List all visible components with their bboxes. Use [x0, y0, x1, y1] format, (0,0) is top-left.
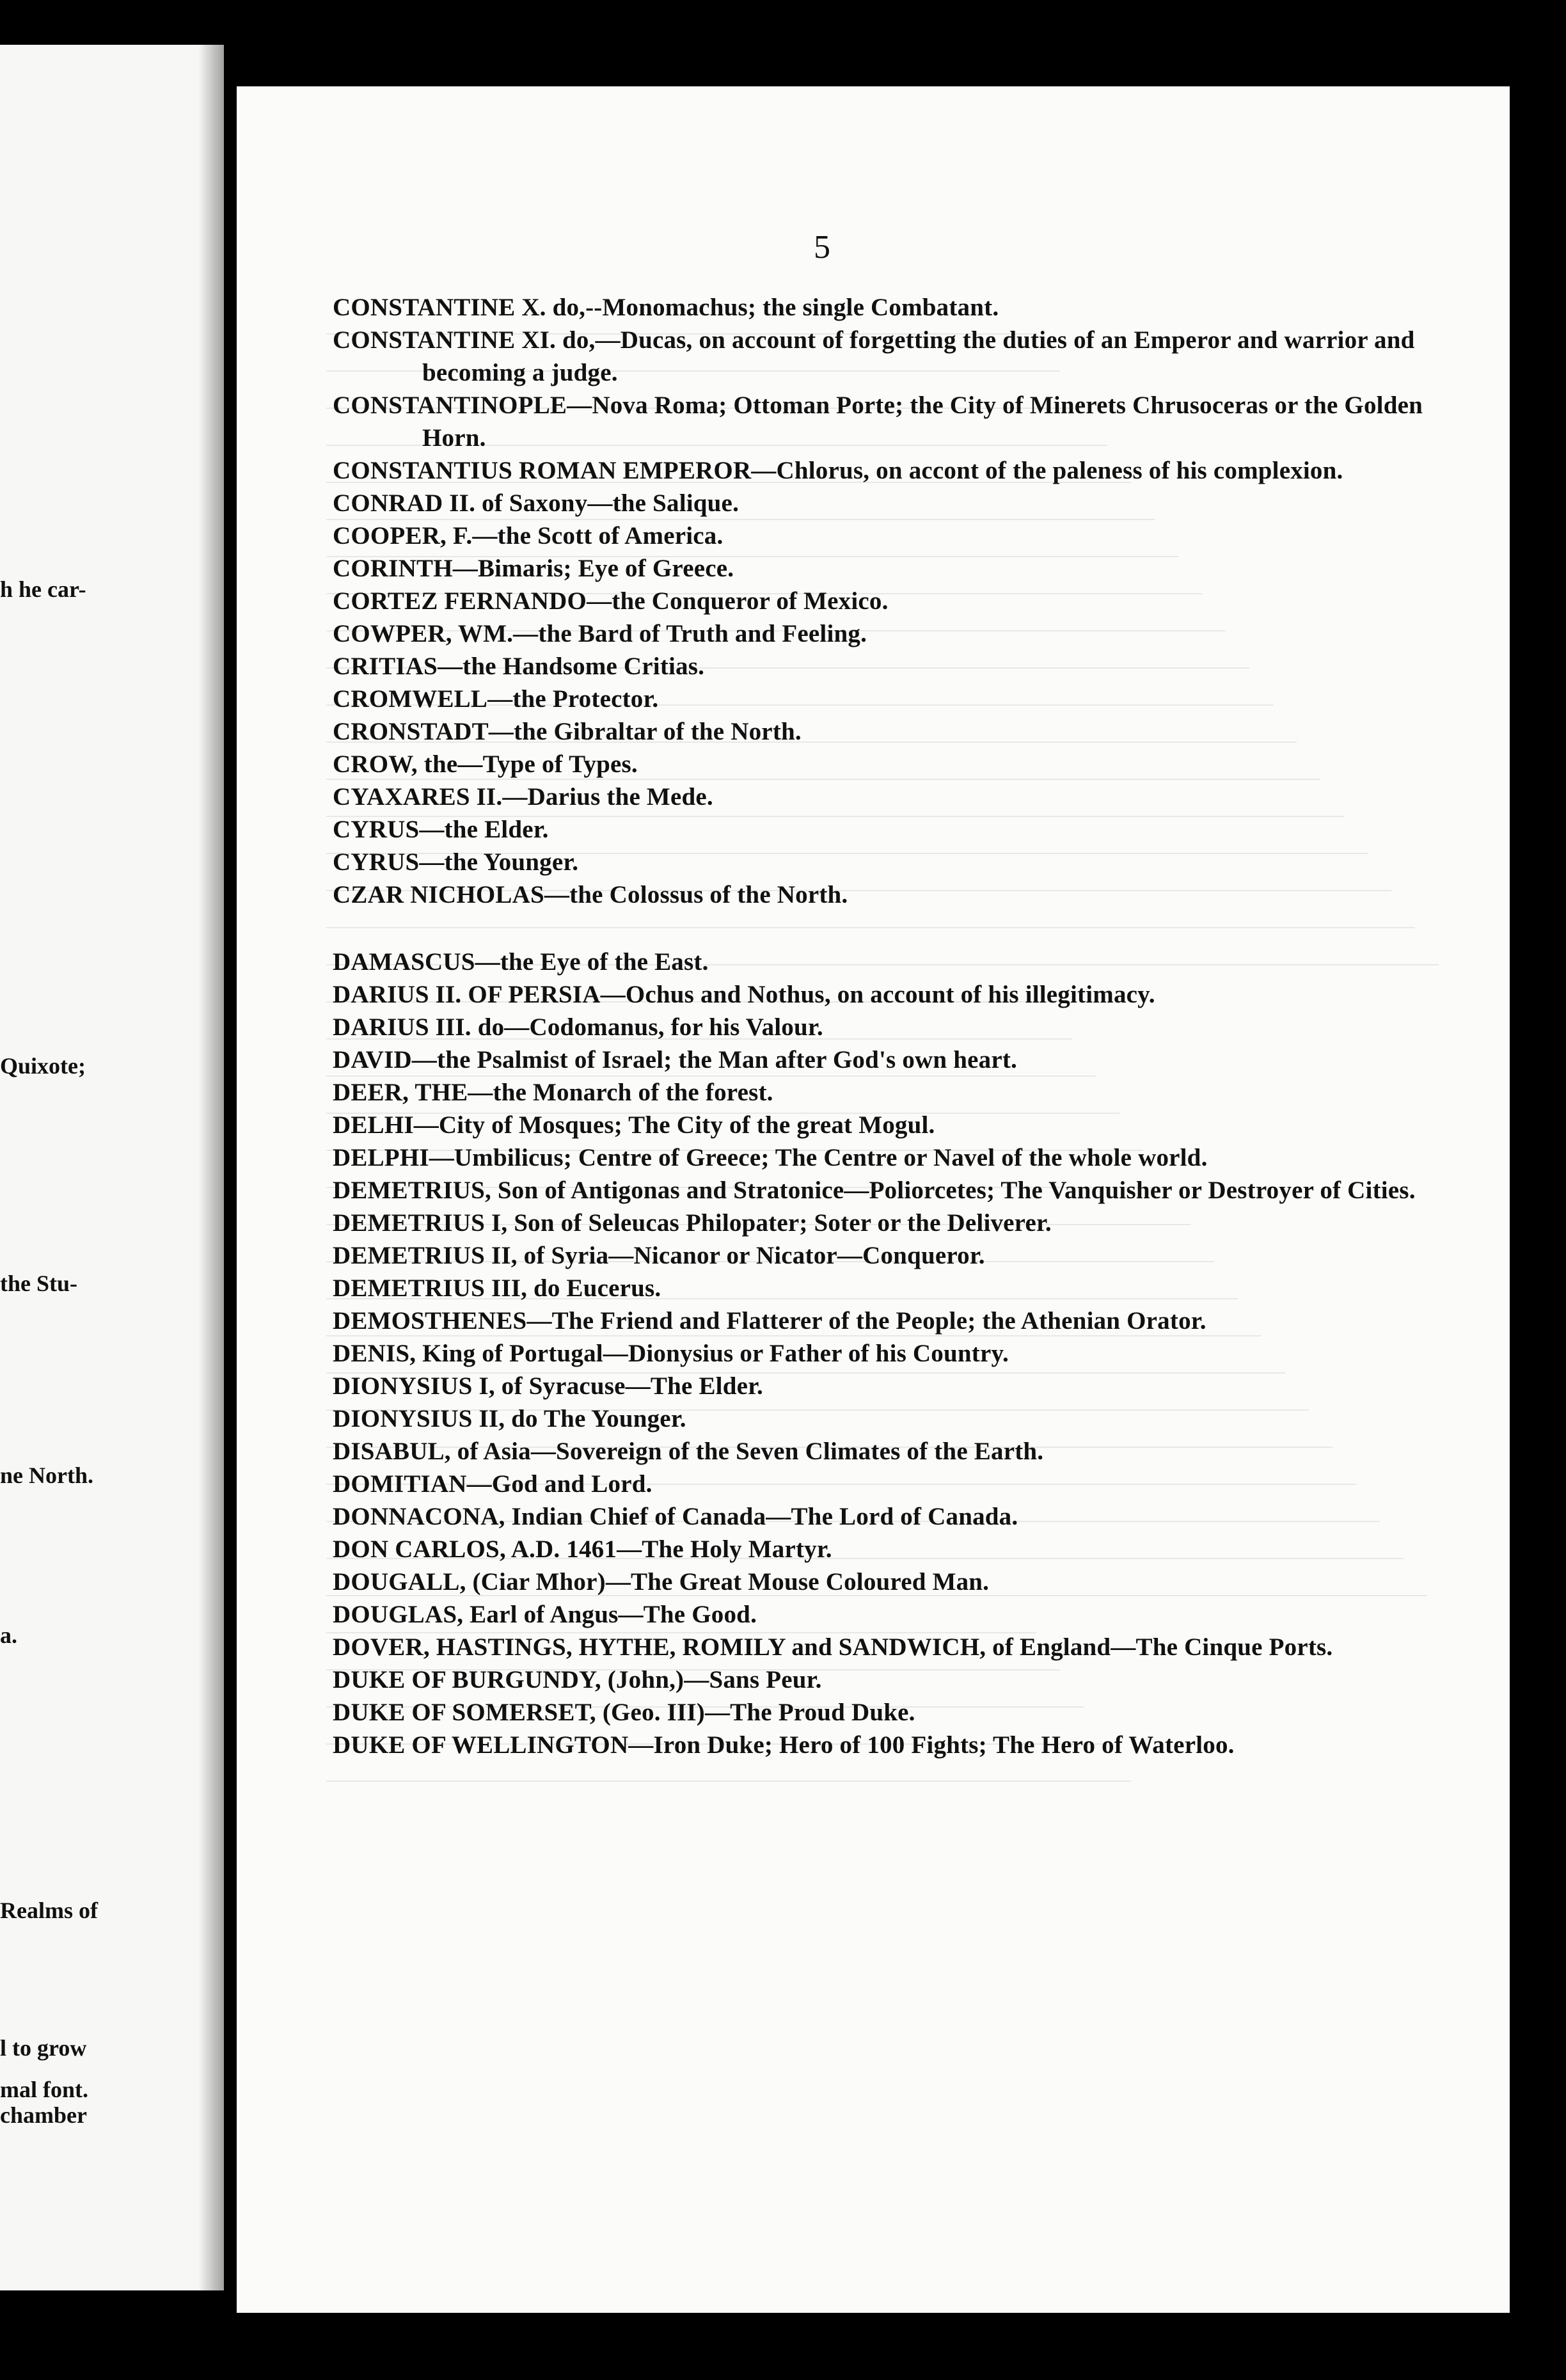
- entry-line: COOPER, F.—the Scott of America.: [333, 522, 724, 550]
- entry-line: DOMITIAN—God and Lord.: [333, 1470, 652, 1498]
- entry-line: CONSTANTINE X. do,--Monomachus; the single Combatant.: [333, 294, 999, 321]
- left-page-fragment: mal font.: [0, 2077, 88, 2102]
- entry-line: CYAXARES II.—Darius the Mede.: [333, 783, 713, 811]
- entry-line: DOVER, HASTINGS, HYTHE, ROMILY and SANDWICH, of England—The Cinque Ports.: [333, 1633, 1333, 1661]
- entry-group-c: [333, 291, 1484, 911]
- entry-line: DIONYSIUS II, do The Younger.: [333, 1405, 686, 1432]
- entry-line: CONRAD II. of Saxony—the Salique.: [333, 489, 739, 517]
- entry-line: DARIUS III. do—Codomanus, for his Valour.: [333, 1013, 823, 1041]
- entry-line: CRITIAS—the Handsome Critias.: [333, 653, 705, 680]
- entry-line: DELPHI—Umbilicus; Centre of Greece; The Centre or Navel of the whole world.: [333, 1144, 1208, 1171]
- entry-line: DELHI—City of Mosques; The City of the great Mogul.: [333, 1111, 935, 1139]
- left-page-fragment: ne North.: [0, 1463, 93, 1488]
- entry-line: DONNACONA, Indian Chief of Canada—The Lord of Canada.: [333, 1503, 1018, 1530]
- entry-line: CONSTANTIUS ROMAN EMPEROR—Chlorus, on accont of the paleness of his complexion.: [333, 457, 1343, 484]
- entry-line: DUKE OF SOMERSET, (Geo. III)—The Proud Duke.: [333, 1699, 915, 1726]
- entry-line: CRONSTADT—the Gibraltar of the North.: [333, 718, 802, 745]
- entry-line: CONSTANTINOPLE—Nova Roma; Ottoman Porte; the City of Minerets Chrusoceras or the Golden Horn.: [333, 392, 1423, 452]
- entry-line: DIONYSIUS I, of Syracuse—The Elder.: [333, 1372, 763, 1400]
- entry-list: [333, 291, 1484, 1761]
- entry-line: DAMASCUS—the Eye of the East.: [333, 948, 709, 976]
- entry-line: COWPER, WM.—the Bard of Truth and Feeling.: [333, 620, 867, 647]
- entry-line: DAVID—the Psalmist of Israel; the Man after God's own heart.: [333, 1046, 1017, 1074]
- entry-line: DEMETRIUS III, do Eucerus.: [333, 1274, 661, 1302]
- left-page-fragment: h he car-: [0, 576, 86, 602]
- left-page: [0, 45, 224, 2290]
- left-page-fragment: Quixote;: [0, 1053, 86, 1079]
- entry-line: DENIS, King of Portugal—Dionysius or Father of his Country.: [333, 1340, 1009, 1367]
- entry-line: CROMWELL—the Protector.: [333, 685, 659, 713]
- entry-line: DEMETRIUS II, of Syria—Nicanor or Nicator—Conqueror.: [333, 1242, 985, 1269]
- entry-line: CYRUS—the Younger.: [333, 848, 579, 876]
- left-page-fragment: a.: [0, 1622, 17, 1648]
- left-page-fragment: the Stu-: [0, 1271, 78, 1296]
- entry-line: DOUGALL, (Ciar Mhor)—The Great Mouse Coloured Man.: [333, 1568, 990, 1596]
- page-fold-shadow: [198, 45, 224, 2290]
- entry-line: DEMOSTHENES—The Friend and Flatterer of the People; the Athenian Orator.: [333, 1307, 1206, 1335]
- entry-line: DEER, THE—the Monarch of the forest.: [333, 1079, 773, 1106]
- left-page-fragment: Realms of: [0, 1898, 98, 1923]
- entry-line: DON CARLOS, A.D. 1461—The Holy Martyr.: [333, 1535, 832, 1563]
- left-page-fragments: [0, 45, 224, 2290]
- entry-line: DARIUS II. OF PERSIA—Ochus and Nothus, on account of his illegitimacy.: [333, 981, 1155, 1008]
- right-page: [237, 86, 1510, 2313]
- entry-line: CONSTANTINE XI. do,—Ducas, on account of forgetting the duties of an Emperor and warrior and becoming a judge.: [333, 326, 1415, 386]
- entry-line: DOUGLAS, Earl of Angus—The Good.: [333, 1601, 757, 1628]
- entry-line: DUKE OF BURGUNDY, (John,)—Sans Peur.: [333, 1666, 822, 1694]
- entry-group-d: [333, 946, 1484, 1761]
- left-page-fragment: chamber: [0, 2102, 87, 2128]
- entry-line: DEMETRIUS, Son of Antigonas and Stratonice—Poliorcetes; The Vanquisher or Destroyer of Cities.: [333, 1177, 1416, 1204]
- entry-line: DISABUL, of Asia—Sovereign of the Seven Climates of the Earth.: [333, 1438, 1044, 1465]
- entry-line: CZAR NICHOLAS—the Colossus of the North.: [333, 881, 848, 908]
- entry-line: CROW, the—Type of Types.: [333, 750, 638, 778]
- entry-line: DUKE OF WELLINGTON—Iron Duke; Hero of 100 Fights; The Hero of Waterloo.: [333, 1731, 1235, 1759]
- entry-line: CORTEZ FERNANDO—the Conqueror of Mexico.: [333, 587, 889, 615]
- left-page-fragment: l to grow: [0, 2035, 87, 2061]
- entry-line: CYRUS—the Elder.: [333, 816, 549, 843]
- entry-line: DEMETRIUS I, Son of Seleucas Philopater; Soter or the Deliverer.: [333, 1209, 1052, 1237]
- section-gap: [333, 911, 1484, 946]
- page-number: 5: [814, 229, 830, 266]
- entry-line: CORINTH—Bimaris; Eye of Greece.: [333, 555, 734, 582]
